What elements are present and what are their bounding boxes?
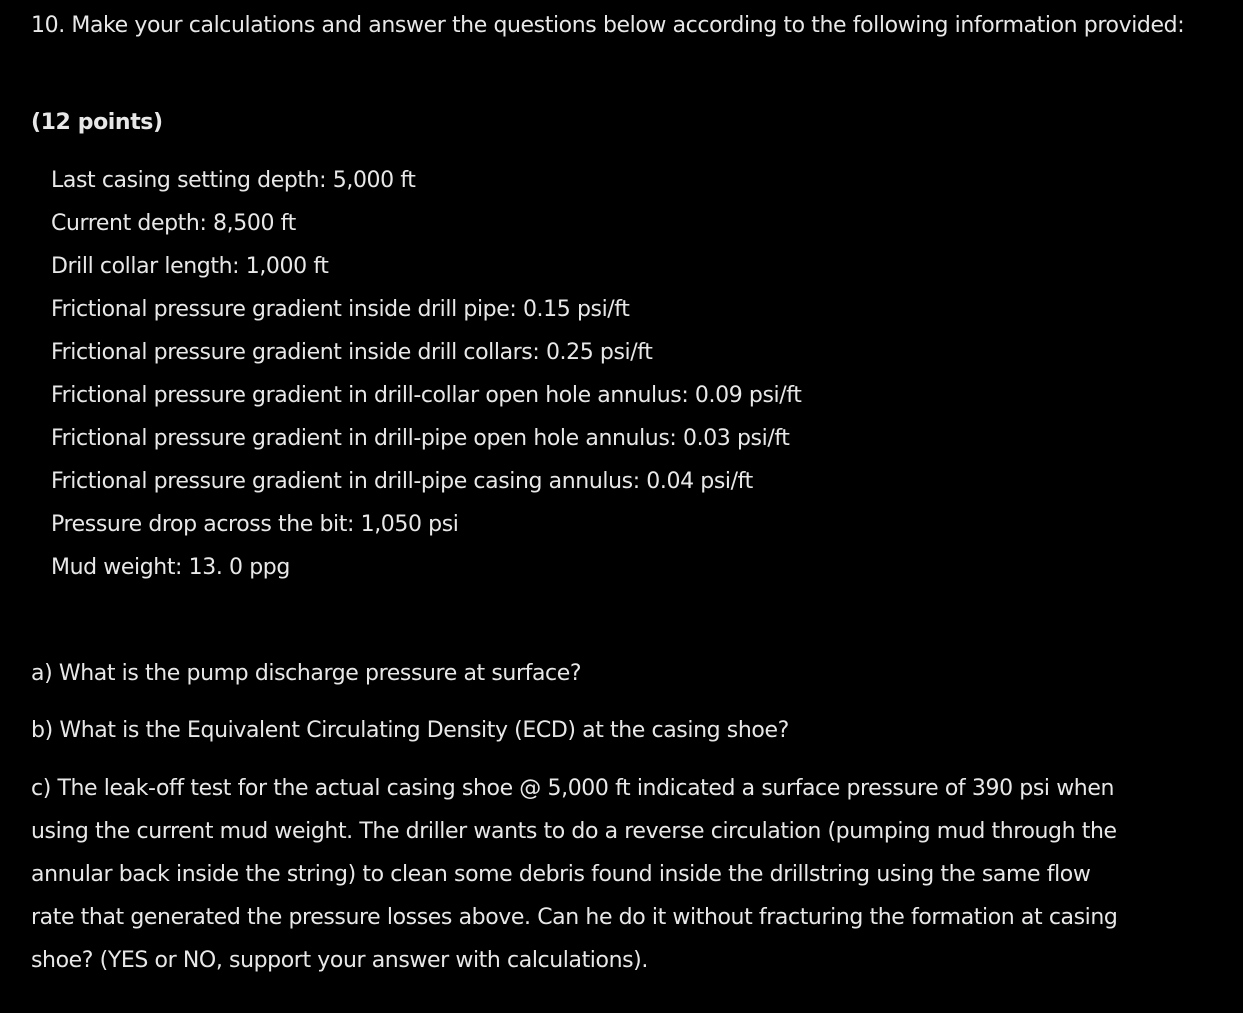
given-gradient-drill-pipe: Frictional pressure gradient inside drill pipe: 0.15 psi/ft	[51, 297, 630, 322]
question-title: 10. Make your calculations and answer the questions below according to the following information provided:	[31, 13, 1185, 38]
given-mud-weight: Mud weight: 13. 0 ppg	[51, 555, 290, 580]
given-drill-collar-length: Drill collar length: 1,000 ft	[51, 254, 329, 279]
given-data-list	[51, 159, 801, 589]
given-bit-pressure-drop: Pressure drop across the bit: 1,050 psi	[51, 512, 459, 537]
question-c-line: using the current mud weight. The driller wants to do a reverse circulation (pumping mud through the	[31, 819, 1117, 844]
given-gradient-dp-open-hole-annulus: Frictional pressure gradient in drill-pipe open hole annulus: 0.03 psi/ft	[51, 426, 790, 451]
question-c-line: rate that generated the pressure losses above. Can he do it without fracturing the formation at casing	[31, 905, 1118, 930]
points-label: (12 points)	[31, 110, 163, 135]
given-casing-depth: Last casing setting depth: 5,000 ft	[51, 168, 416, 193]
question-c-line: annular back inside the string) to clean some debris found inside the drillstring using the same flow	[31, 862, 1091, 887]
given-gradient-drill-collars: Frictional pressure gradient inside drill collars: 0.25 psi/ft	[51, 340, 653, 365]
given-gradient-dp-casing-annulus: Frictional pressure gradient in drill-pipe casing annulus: 0.04 psi/ft	[51, 469, 753, 494]
question-b: b) What is the Equivalent Circulating Density (ECD) at the casing shoe?	[31, 718, 789, 743]
question-c-line: c) The leak-off test for the actual casing shoe @ 5,000 ft indicated a surface pressure of 390 psi when	[31, 776, 1115, 801]
question-a: a) What is the pump discharge pressure at surface?	[31, 661, 582, 686]
question-c	[31, 767, 1221, 982]
question-c-line: shoe? (YES or NO, support your answer with calculations).	[31, 948, 648, 973]
given-gradient-dc-open-hole-annulus: Frictional pressure gradient in drill-collar open hole annulus: 0.09 psi/ft	[51, 383, 802, 408]
given-current-depth: Current depth: 8,500 ft	[51, 211, 296, 236]
